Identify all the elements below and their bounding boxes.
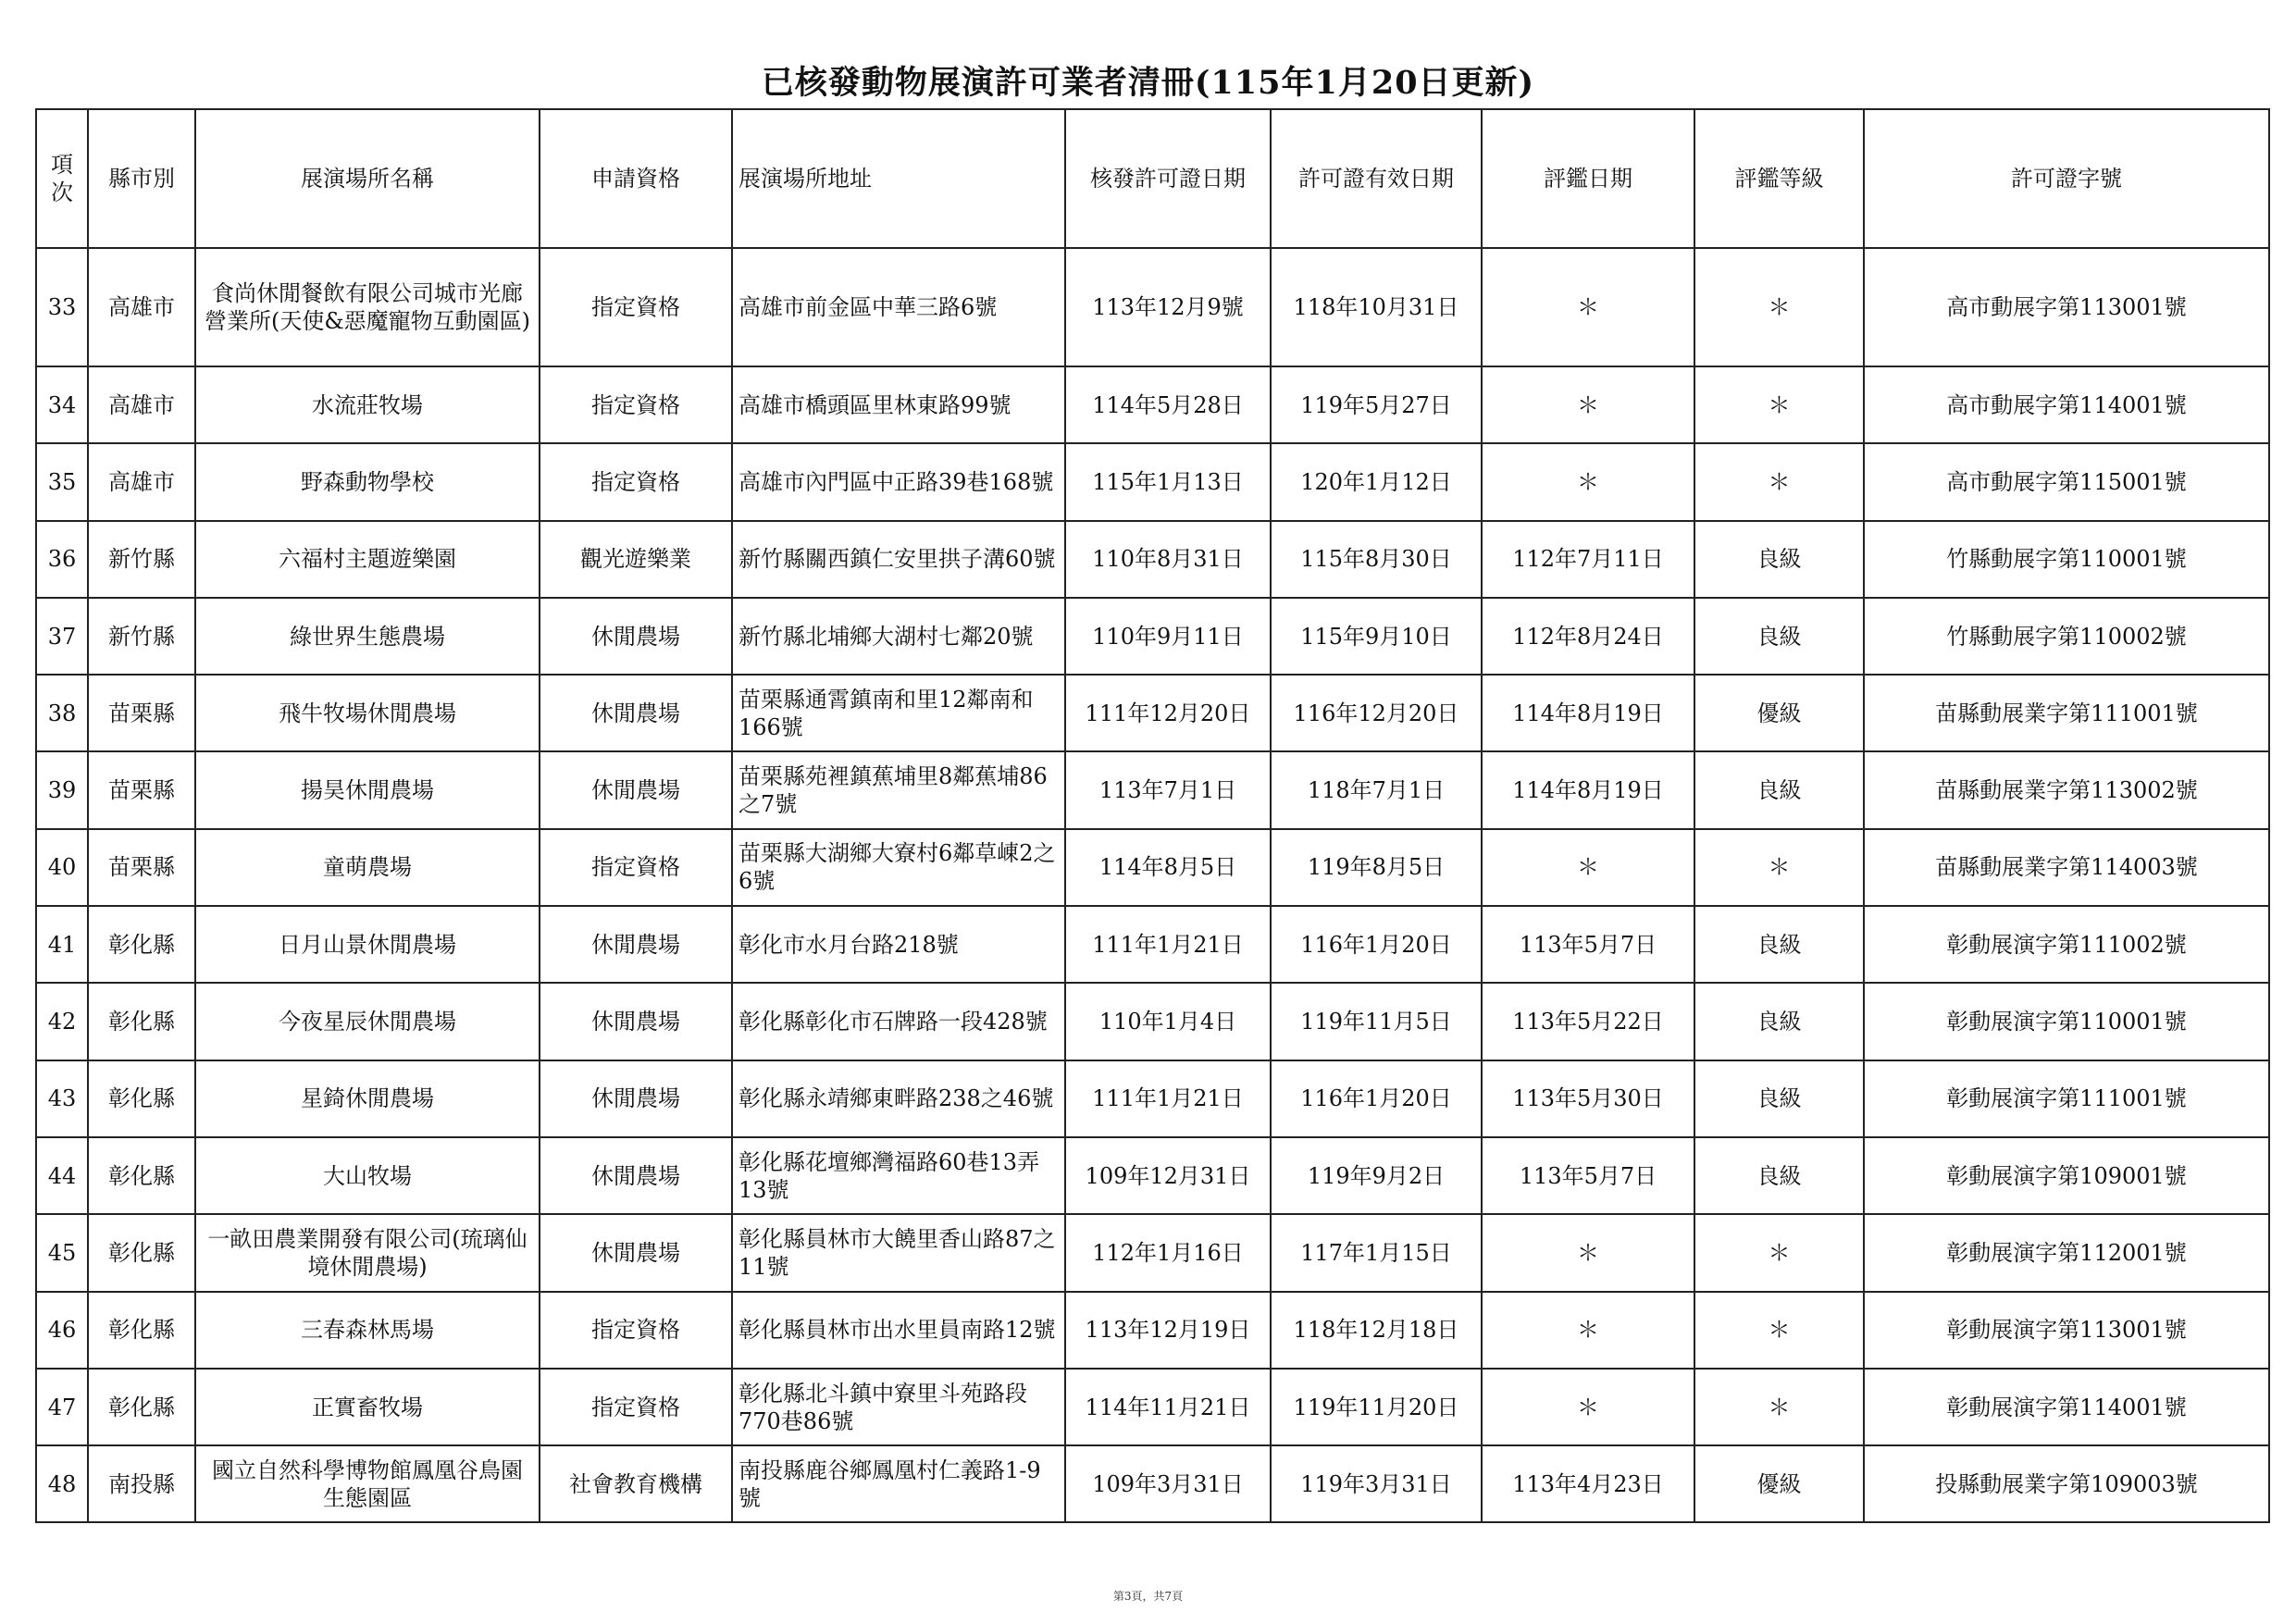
table-row (36, 675, 2269, 751)
cell-eval-grade: 良級 (1694, 983, 1864, 1060)
cell-valid-date: 116年1月20日 (1271, 906, 1482, 983)
cell-address: 苗栗縣苑裡鎮蕉埔里8鄰蕉埔86之7號 (732, 751, 1065, 828)
cell-issue-date: 110年9月11日 (1065, 598, 1271, 675)
cell-valid-date: 117年1月15日 (1271, 1214, 1482, 1291)
table-row (36, 1369, 2269, 1445)
cell-county: 新竹縣 (88, 521, 195, 598)
cell-county: 彰化縣 (88, 1292, 195, 1369)
cell-venue-name: 國立自然科學博物館鳳凰谷鳥園生態園區 (195, 1445, 540, 1522)
cell-county: 苗栗縣 (88, 675, 195, 751)
cell-permit-no: 彰動展演字第111002號 (1864, 906, 2269, 983)
cell-qualification: 指定資格 (540, 1292, 732, 1369)
cell-eval-grade: 優級 (1694, 675, 1864, 751)
cell-eval-date: ＊ (1482, 829, 1694, 906)
cell-valid-date: 116年12月20日 (1271, 675, 1482, 751)
cell-county: 高雄市 (88, 248, 195, 366)
cell-valid-date: 119年11月5日 (1271, 983, 1482, 1060)
table-row (36, 248, 2269, 366)
table-row (36, 1214, 2269, 1291)
cell-qualification: 休閒農場 (540, 1137, 732, 1214)
cell-permit-no: 彰動展演字第111001號 (1864, 1060, 2269, 1137)
cell-eval-grade: ＊ (1694, 1369, 1864, 1445)
cell-qualification: 休閒農場 (540, 598, 732, 675)
cell-address: 高雄市內門區中正路39巷168號 (732, 443, 1065, 520)
header-valid-date: 許可證有效日期 (1271, 109, 1482, 248)
header-index: 項次 (36, 109, 88, 248)
cell-issue-date: 110年1月4日 (1065, 983, 1271, 1060)
cell-permit-no: 高市動展字第114001號 (1864, 366, 2269, 443)
cell-issue-date: 110年8月31日 (1065, 521, 1271, 598)
cell-address: 高雄市橋頭區里林東路99號 (732, 366, 1065, 443)
cell-venue-name: 水流莊牧場 (195, 366, 540, 443)
cell-valid-date: 119年11月20日 (1271, 1369, 1482, 1445)
header-eval-grade: 評鑑等級 (1694, 109, 1864, 248)
table-row (36, 1445, 2269, 1522)
cell-venue-name: 童萌農場 (195, 829, 540, 906)
cell-venue-name: 綠世界生態農場 (195, 598, 540, 675)
cell-qualification: 休閒農場 (540, 983, 732, 1060)
cell-eval-date: ＊ (1482, 1369, 1694, 1445)
cell-eval-grade: 良級 (1694, 906, 1864, 983)
cell-issue-date: 111年1月21日 (1065, 906, 1271, 983)
cell-venue-name: 日月山景休閒農場 (195, 906, 540, 983)
cell-eval-grade: 良級 (1694, 751, 1864, 828)
cell-valid-date: 115年8月30日 (1271, 521, 1482, 598)
cell-county: 彰化縣 (88, 906, 195, 983)
cell-issue-date: 114年8月5日 (1065, 829, 1271, 906)
cell-address: 高雄市前金區中華三路6號 (732, 248, 1065, 366)
cell-eval-date: 112年7月11日 (1482, 521, 1694, 598)
cell-county: 南投縣 (88, 1445, 195, 1522)
cell-qualification: 休閒農場 (540, 1214, 732, 1291)
cell-address: 彰化縣永靖鄉東畔路238之46號 (732, 1060, 1065, 1137)
table-row (36, 983, 2269, 1060)
cell-permit-no: 苗縣動展業字第111001號 (1864, 675, 2269, 751)
page-footer: 第3頁，共7頁 (1112, 1590, 1184, 1603)
cell-venue-name: 正實畜牧場 (195, 1369, 540, 1445)
cell-venue-name: 飛牛牧場休閒農場 (195, 675, 540, 751)
cell-venue-name: 三春森林馬場 (195, 1292, 540, 1369)
cell-index: 34 (36, 366, 88, 443)
header-county: 縣市別 (88, 109, 195, 248)
cell-county: 彰化縣 (88, 1369, 195, 1445)
cell-venue-name: 揚昊休閒農場 (195, 751, 540, 828)
cell-index: 37 (36, 598, 88, 675)
cell-index: 39 (36, 751, 88, 828)
cell-issue-date: 113年7月1日 (1065, 751, 1271, 828)
cell-address: 新竹縣北埔鄉大湖村七鄰20號 (732, 598, 1065, 675)
permit-table (35, 108, 2270, 1523)
cell-eval-grade: ＊ (1694, 366, 1864, 443)
cell-qualification: 指定資格 (540, 829, 732, 906)
cell-address: 苗栗縣大湖鄉大寮村6鄰草崠2之6號 (732, 829, 1065, 906)
cell-index: 38 (36, 675, 88, 751)
table-row (36, 521, 2269, 598)
cell-qualification: 指定資格 (540, 1369, 732, 1445)
cell-eval-date: ＊ (1482, 366, 1694, 443)
cell-permit-no: 高市動展字第113001號 (1864, 248, 2269, 366)
header-eval-date: 評鑑日期 (1482, 109, 1694, 248)
cell-valid-date: 116年1月20日 (1271, 1060, 1482, 1137)
cell-qualification: 指定資格 (540, 443, 732, 520)
cell-venue-name: 今夜星辰休閒農場 (195, 983, 540, 1060)
cell-valid-date: 119年8月5日 (1271, 829, 1482, 906)
cell-eval-date: 113年5月7日 (1482, 906, 1694, 983)
cell-address: 彰化縣員林市大饒里香山路87之11號 (732, 1214, 1065, 1291)
page-title: 已核發動物展演許可業者清冊(115年1月20日更新) (761, 64, 1535, 102)
cell-eval-date: 112年8月24日 (1482, 598, 1694, 675)
cell-eval-grade: 良級 (1694, 598, 1864, 675)
cell-address: 彰化縣北斗鎮中寮里斗苑路段770巷86號 (732, 1369, 1065, 1445)
cell-issue-date: 115年1月13日 (1065, 443, 1271, 520)
cell-venue-name: 野森動物學校 (195, 443, 540, 520)
cell-eval-date: ＊ (1482, 248, 1694, 366)
cell-address: 苗栗縣通霄鎮南和里12鄰南和166號 (732, 675, 1065, 751)
table-row (36, 1060, 2269, 1137)
cell-eval-grade: 良級 (1694, 521, 1864, 598)
cell-eval-date: ＊ (1482, 443, 1694, 520)
cell-eval-date: 113年5月22日 (1482, 983, 1694, 1060)
cell-index: 46 (36, 1292, 88, 1369)
header-venue-name: 展演場所名稱 (195, 109, 540, 248)
cell-eval-date: 113年5月7日 (1482, 1137, 1694, 1214)
header-permit-no: 許可證字號 (1864, 109, 2269, 248)
cell-venue-name: 食尚休閒餐飲有限公司城市光廊營業所(天使&惡魔寵物互動園區) (195, 248, 540, 366)
cell-valid-date: 118年7月1日 (1271, 751, 1482, 828)
cell-qualification: 休閒農場 (540, 906, 732, 983)
cell-permit-no: 彰動展演字第109001號 (1864, 1137, 2269, 1214)
cell-permit-no: 彰動展演字第112001號 (1864, 1214, 2269, 1291)
cell-county: 苗栗縣 (88, 829, 195, 906)
cell-eval-grade: 優級 (1694, 1445, 1864, 1522)
cell-eval-grade: 良級 (1694, 1137, 1864, 1214)
cell-eval-grade: ＊ (1694, 443, 1864, 520)
cell-issue-date: 109年3月31日 (1065, 1445, 1271, 1522)
cell-issue-date: 114年11月21日 (1065, 1369, 1271, 1445)
cell-county: 彰化縣 (88, 1137, 195, 1214)
cell-qualification: 休閒農場 (540, 675, 732, 751)
cell-qualification: 指定資格 (540, 366, 732, 443)
cell-index: 35 (36, 443, 88, 520)
cell-eval-grade: ＊ (1694, 1214, 1864, 1291)
cell-address: 新竹縣關西鎮仁安里拱子溝60號 (732, 521, 1065, 598)
table-row (36, 443, 2269, 520)
cell-permit-no: 苗縣動展業字第114003號 (1864, 829, 2269, 906)
cell-valid-date: 119年3月31日 (1271, 1445, 1482, 1522)
cell-county: 苗栗縣 (88, 751, 195, 828)
cell-county: 彰化縣 (88, 1060, 195, 1137)
cell-eval-date: ＊ (1482, 1214, 1694, 1291)
cell-index: 43 (36, 1060, 88, 1137)
cell-eval-grade: 良級 (1694, 1060, 1864, 1137)
cell-valid-date: 119年5月27日 (1271, 366, 1482, 443)
cell-address: 彰化縣彰化市石牌路一段428號 (732, 983, 1065, 1060)
cell-qualification: 休閒農場 (540, 1060, 732, 1137)
table-row (36, 751, 2269, 828)
cell-county: 新竹縣 (88, 598, 195, 675)
cell-address: 彰化縣花壇鄉灣福路60巷13弄13號 (732, 1137, 1065, 1214)
cell-eval-grade: ＊ (1694, 248, 1864, 366)
table-row (36, 1137, 2269, 1214)
cell-permit-no: 彰動展演字第114001號 (1864, 1369, 2269, 1445)
header-address: 展演場所地址 (732, 109, 1065, 248)
cell-issue-date: 109年12月31日 (1065, 1137, 1271, 1214)
cell-valid-date: 115年9月10日 (1271, 598, 1482, 675)
cell-permit-no: 苗縣動展業字第113002號 (1864, 751, 2269, 828)
cell-index: 41 (36, 906, 88, 983)
header-qualification: 申請資格 (540, 109, 732, 248)
cell-eval-grade: ＊ (1694, 1292, 1864, 1369)
cell-permit-no: 竹縣動展字第110001號 (1864, 521, 2269, 598)
cell-index: 42 (36, 983, 88, 1060)
cell-venue-name: 星錡休閒農場 (195, 1060, 540, 1137)
cell-venue-name: 大山牧場 (195, 1137, 540, 1214)
cell-county: 彰化縣 (88, 983, 195, 1060)
cell-permit-no: 彰動展演字第110001號 (1864, 983, 2269, 1060)
cell-county: 彰化縣 (88, 1214, 195, 1291)
cell-address: 南投縣鹿谷鄉鳳凰村仁義路1-9號 (732, 1445, 1065, 1522)
cell-valid-date: 118年10月31日 (1271, 248, 1482, 366)
header-row (36, 109, 2269, 248)
table-row (36, 366, 2269, 443)
table-row (36, 598, 2269, 675)
cell-valid-date: 120年1月12日 (1271, 443, 1482, 520)
table-row (36, 829, 2269, 906)
cell-county: 高雄市 (88, 443, 195, 520)
cell-address: 彰化市水月台路218號 (732, 906, 1065, 983)
cell-index: 48 (36, 1445, 88, 1522)
cell-issue-date: 113年12月19日 (1065, 1292, 1271, 1369)
cell-index: 36 (36, 521, 88, 598)
cell-issue-date: 111年1月21日 (1065, 1060, 1271, 1137)
cell-issue-date: 113年12月9號 (1065, 248, 1271, 366)
cell-venue-name: 六福村主題遊樂園 (195, 521, 540, 598)
cell-eval-date: 113年5月30日 (1482, 1060, 1694, 1137)
cell-permit-no: 彰動展演字第113001號 (1864, 1292, 2269, 1369)
cell-eval-date: 114年8月19日 (1482, 751, 1694, 828)
cell-qualification: 指定資格 (540, 248, 732, 366)
cell-venue-name: 一畝田農業開發有限公司(琉璃仙境休閒農場) (195, 1214, 540, 1291)
cell-eval-date: ＊ (1482, 1292, 1694, 1369)
cell-valid-date: 119年9月2日 (1271, 1137, 1482, 1214)
cell-permit-no: 竹縣動展字第110002號 (1864, 598, 2269, 675)
cell-index: 40 (36, 829, 88, 906)
cell-county: 高雄市 (88, 366, 195, 443)
table-row (36, 1292, 2269, 1369)
cell-qualification: 休閒農場 (540, 751, 732, 828)
cell-permit-no: 高市動展字第115001號 (1864, 443, 2269, 520)
cell-address: 彰化縣員林市出水里員南路12號 (732, 1292, 1065, 1369)
cell-index: 47 (36, 1369, 88, 1445)
cell-issue-date: 114年5月28日 (1065, 366, 1271, 443)
cell-index: 44 (36, 1137, 88, 1214)
cell-index: 33 (36, 248, 88, 366)
cell-qualification: 社會教育機構 (540, 1445, 732, 1522)
cell-index: 45 (36, 1214, 88, 1291)
cell-qualification: 觀光遊樂業 (540, 521, 732, 598)
table-row (36, 906, 2269, 983)
cell-eval-grade: ＊ (1694, 829, 1864, 906)
cell-eval-date: 114年8月19日 (1482, 675, 1694, 751)
cell-issue-date: 112年1月16日 (1065, 1214, 1271, 1291)
cell-eval-date: 113年4月23日 (1482, 1445, 1694, 1522)
header-issue-date: 核發許可證日期 (1065, 109, 1271, 248)
cell-permit-no: 投縣動展業字第109003號 (1864, 1445, 2269, 1522)
cell-issue-date: 111年12月20日 (1065, 675, 1271, 751)
cell-valid-date: 118年12月18日 (1271, 1292, 1482, 1369)
